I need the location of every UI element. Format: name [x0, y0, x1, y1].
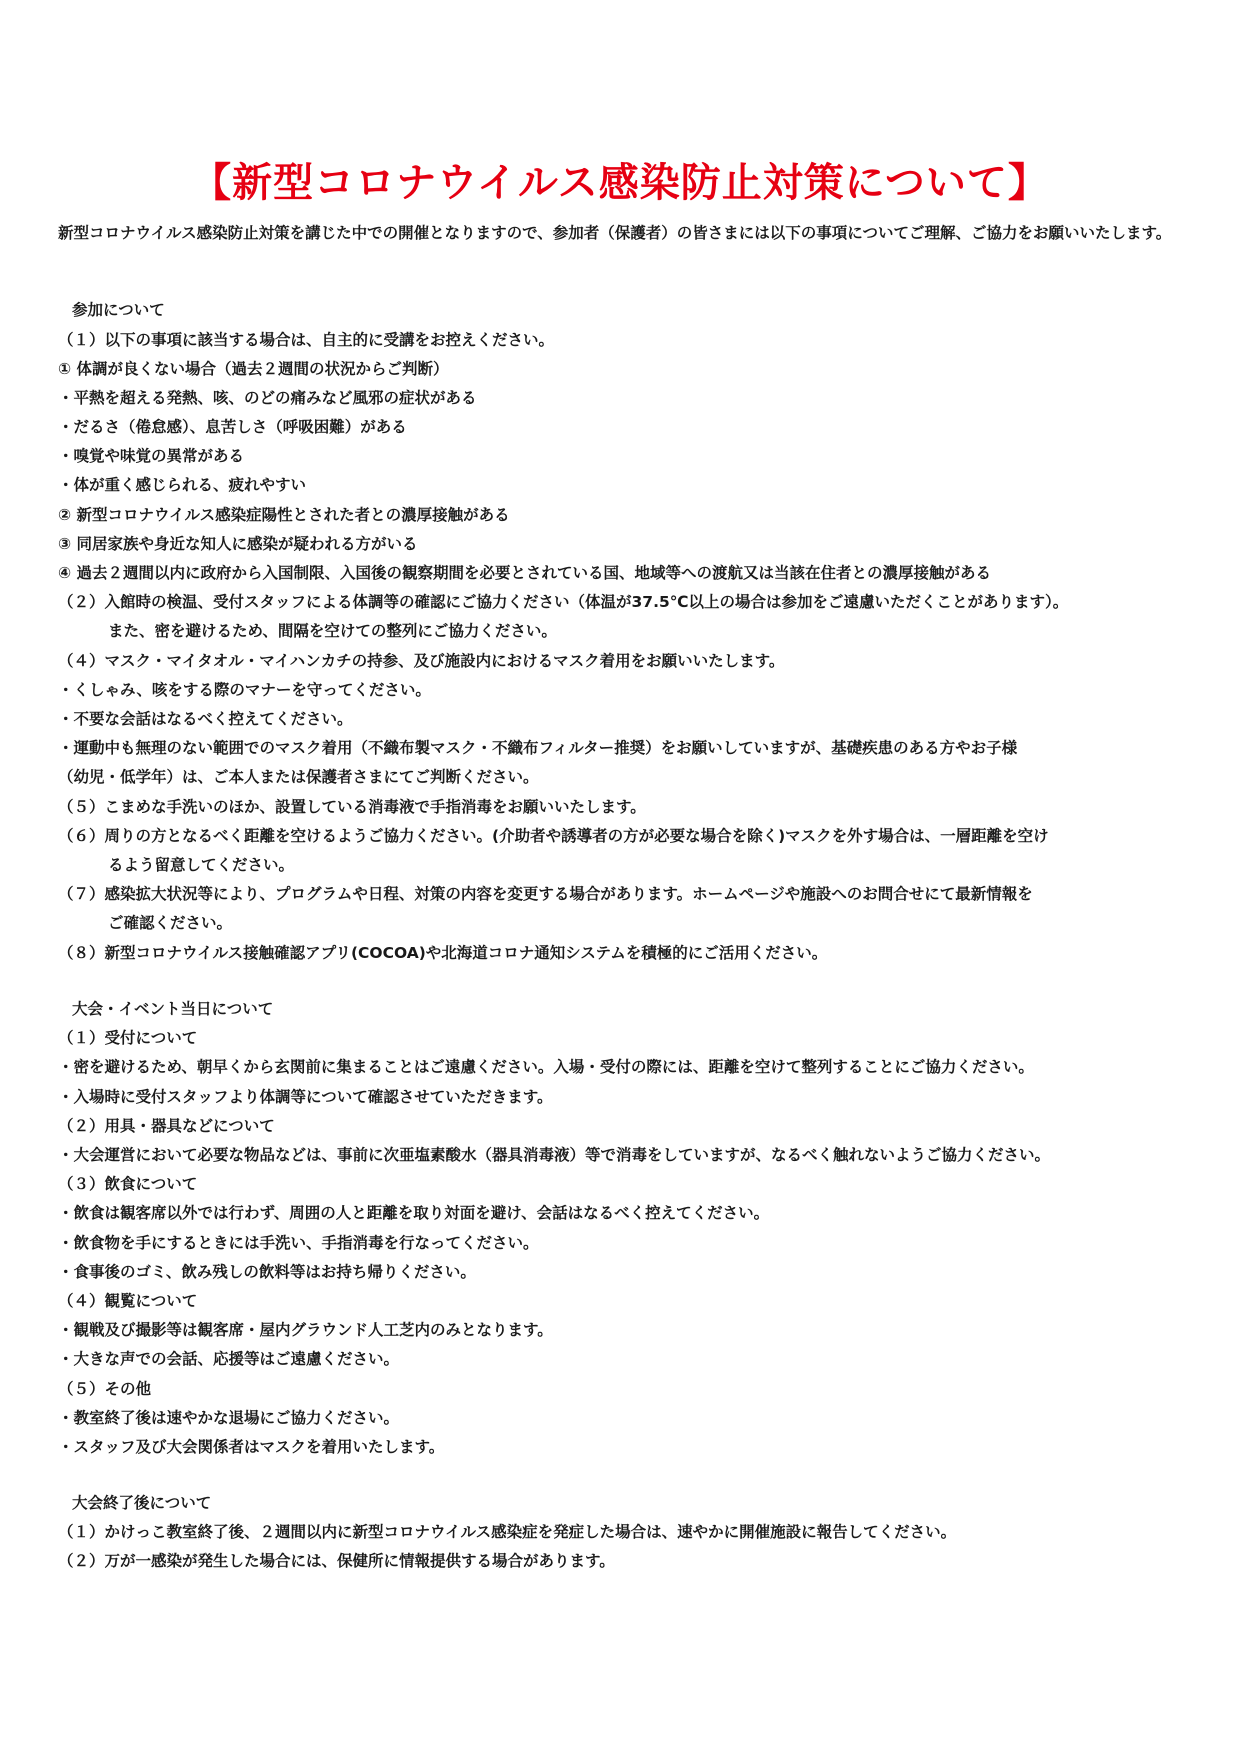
list-item: ・嗅覚や味覚の異常がある [58, 447, 245, 465]
list-item-continuation: また、密を避けるため、間隔を空けての整列にご協力ください。 [108, 622, 557, 640]
list-item: （１）受付について [58, 1029, 198, 1047]
list-item: ・密を避けるため、朝早くから玄関前に集まることはご遠慮ください。入場・受付の際には、距離を空けて整列することにご協力ください。 [58, 1058, 1034, 1076]
list-item: （４）観覧について [58, 1292, 198, 1310]
list-item-continuation: るよう留意してください。 [108, 856, 295, 874]
list-item: ③ 同居家族や身近な知人に感染が疑われる方がいる [58, 535, 418, 553]
list-item: （１）かけっこ教室終了後、２週間以内に新型コロナウイルス感染症を発症した場合は、速やかに開催施設に報告してください。 [58, 1523, 957, 1541]
list-item: （２）入館時の検温、受付スタッフによる体調等の確認にご協力ください（体温が37.5℃以上の場合は参加をご遠慮いただくことがあります）。 [58, 593, 1069, 611]
list-item: （４）マスク・マイタオル・マイハンカチの持参、及び施設内におけるマスク着用をお願いいたします。 [58, 652, 785, 670]
list-item: （２）用具・器具などについて [58, 1117, 275, 1135]
list-item: ・大会運営において必要な物品などは、事前に次亜塩素酸水（器具消毒液）等で消毒をしていますが、なるべく触れないようご協力ください。 [58, 1146, 1051, 1164]
list-item: （６）周りの方となるべく距離を空けるようご協力ください。(介助者や誘導者の方が必要な場合を除く)マスクを外す場合は、一層距離を空け [58, 827, 1049, 845]
section-heading-after-event: 大会終了後について [72, 1494, 212, 1512]
list-item: ・入場時に受付スタッフより体調等について確認させていただきます。 [58, 1088, 553, 1106]
list-item: ④ 過去２週間以内に政府から入国制限、入国後の観察期間を必要とされている国、地域等への渡航又は当該在住者との濃厚接触がある [58, 564, 992, 582]
list-item: ・飲食は観客席以外では行わず、周囲の人と距離を取り対面を避け、会話はなるべく控えてください。 [58, 1204, 770, 1222]
list-item: ・大きな声での会話、応援等はご遠慮ください。 [58, 1350, 400, 1368]
list-item: ② 新型コロナウイルス感染症陽性とされた者との濃厚接触がある [58, 506, 510, 524]
list-item: （１）以下の事項に該当する場合は、自主的に受講をお控えください。 [58, 331, 555, 349]
list-item: （３）飲食について [58, 1175, 198, 1193]
list-item: ・飲食物を手にするときには手洗い、手指消毒を行なってください。 [58, 1234, 539, 1252]
section-heading-event-day: 大会・イベント当日について [72, 1000, 274, 1018]
list-item-continuation: （幼児・低学年）は、ご本人または保護者さまにてご判断ください。 [58, 768, 539, 786]
list-item: ・観戦及び撮影等は観客席・屋内グラウンド人工芝内のみとなります。 [58, 1321, 553, 1339]
list-item: （５）こまめな手洗いのほか、設置している消毒液で手指消毒をお願いいたします。 [58, 798, 646, 816]
list-item: ・だるさ（倦怠感）、息苦しさ（呼吸困難）がある [58, 418, 407, 436]
list-item: （７）感染拡大状況等により、プログラムや日程、対策の内容を変更する場合があります。ホームページや施設へのお問合せにて最新情報を [58, 885, 1033, 903]
list-item: ・食事後のゴミ、飲み残しの飲料等はお持ち帰りください。 [58, 1263, 476, 1281]
list-item: （２）万が一感染が発生した場合には、保健所に情報提供する場合があります。 [58, 1552, 615, 1570]
list-item: ・体が重く感じられる、疲れやすい [58, 476, 307, 494]
list-item: ・教室終了後は速やかな退場にご協力ください。 [58, 1409, 400, 1427]
list-item: ・平熱を超える発熱、咳、のどの痛みなど風邪の症状がある [58, 389, 477, 407]
list-item: ・スタッフ及び大会関係者はマスクを着用いたします。 [58, 1438, 445, 1456]
list-item: （５）その他 [58, 1380, 152, 1398]
list-item: ・運動中も無理のない範囲でのマスク着用（不織布製マスク・不織布フィルター推奨）をお願いしていますが、基礎疾患のある方やお子様 [58, 739, 1018, 757]
intro-paragraph: 新型コロナウイルス感染防止対策を講じた中での開催となりますので、参加者（保護者）の皆さまには以下の事項についてご理解、ご協力をお願いいたします。 [58, 224, 1172, 242]
list-item-continuation: ご確認ください。 [108, 914, 233, 932]
list-item: ① 体調が良くない場合（過去２週間の状況からご判断） [58, 360, 449, 378]
list-item: （８）新型コロナウイルス接触確認アプリ(COCOA)や北海道コロナ通知システムを積極的にご活用ください。 [58, 944, 828, 962]
page-title: 【新型コロナウイルス感染防止対策について】 [191, 160, 1049, 206]
list-item: ・不要な会話はなるべく控えてください。 [58, 710, 353, 728]
list-item: ・くしゃみ、咳をする際のマナーを守ってください。 [58, 681, 431, 699]
section-heading-participation: 参加について [72, 301, 165, 319]
